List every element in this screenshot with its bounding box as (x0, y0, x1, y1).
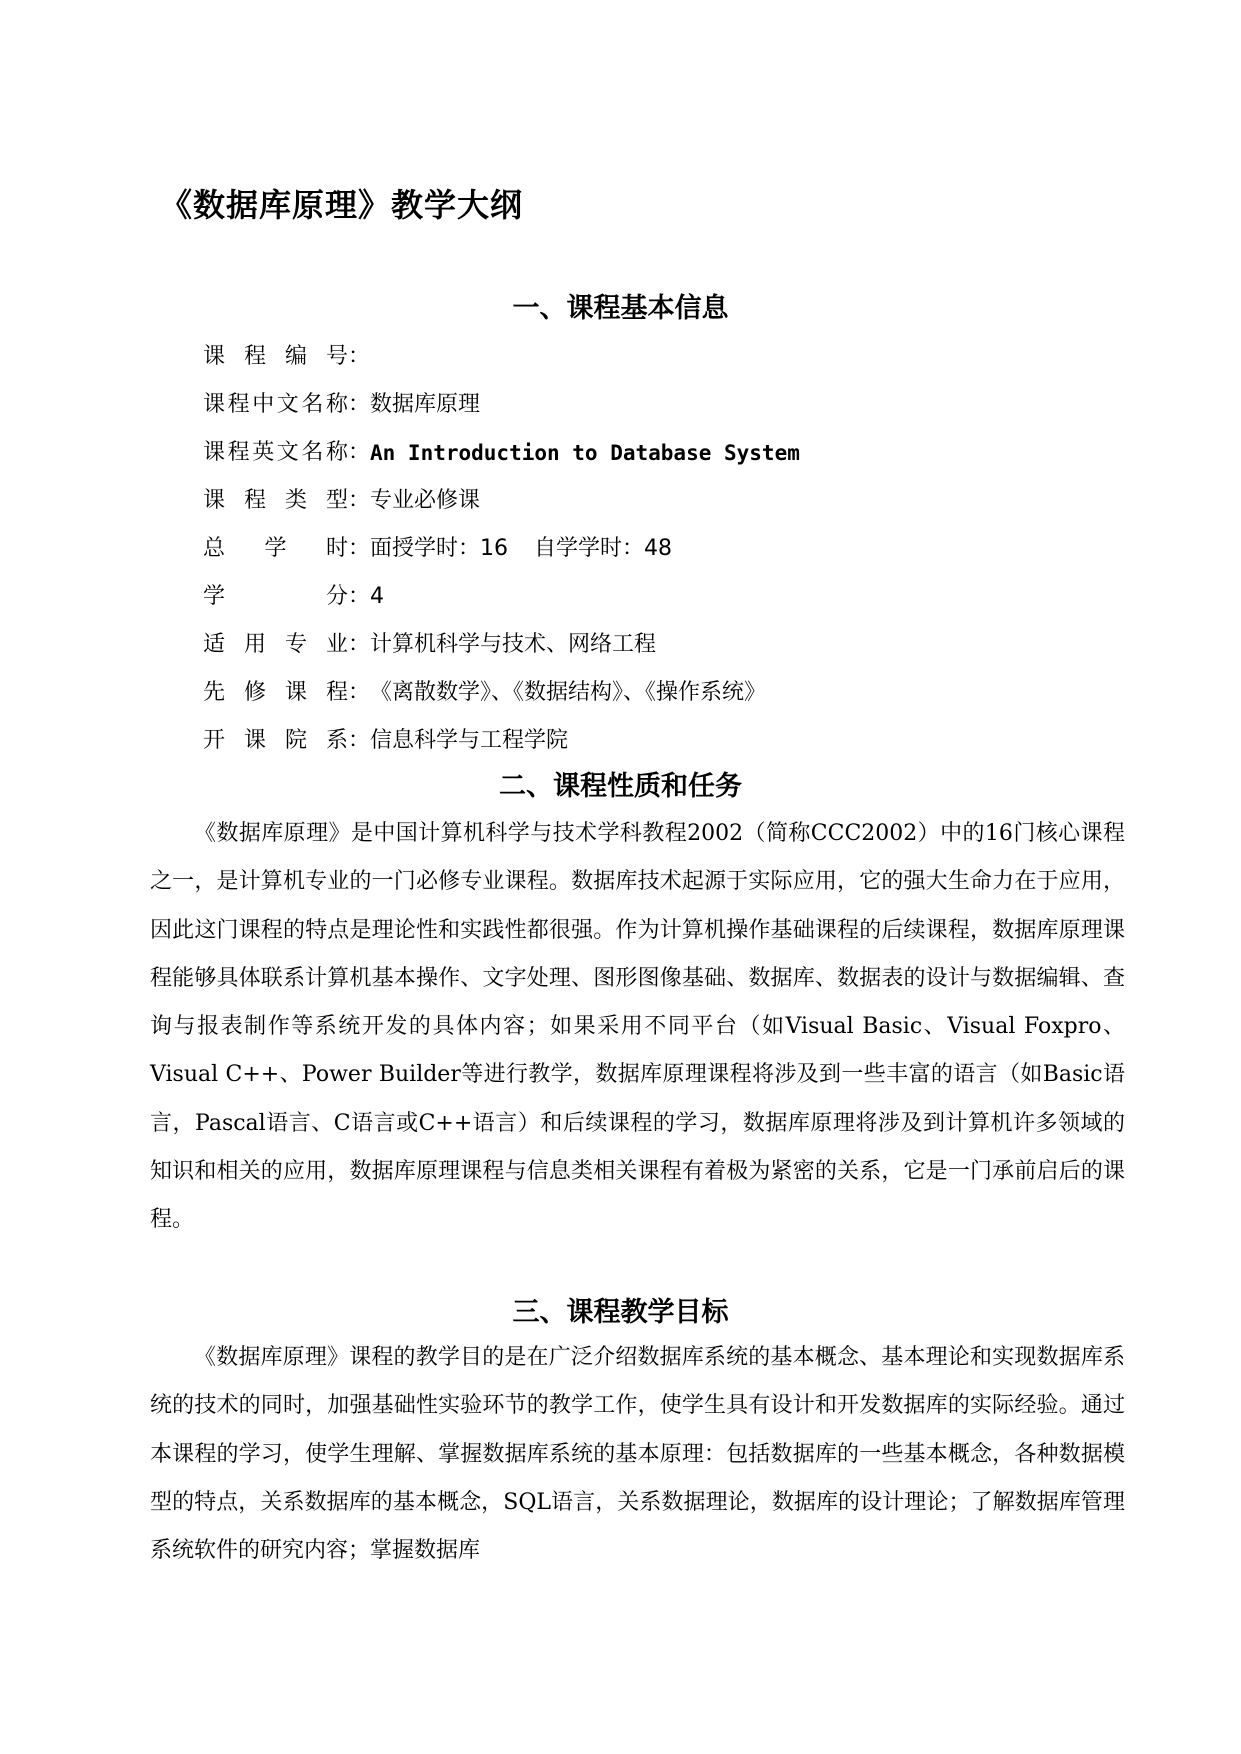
info-label: 学分 (203, 584, 348, 609)
section-heading-basic-info: 一、课程基本信息 (512, 293, 729, 324)
info-row-english-name (203, 436, 800, 470)
info-separator: ： (348, 440, 371, 465)
info-value: An Introduction to Database System (370, 441, 800, 465)
info-separator: ： (348, 632, 371, 657)
section-heading-teaching-objectives: 三、课程教学目标 (512, 1297, 729, 1328)
info-value: 4 (370, 584, 384, 609)
info-value: 计算机科学与技术、网络工程 (370, 632, 657, 657)
info-separator: ： (348, 728, 371, 753)
info-value-self-study-hours: 自学学时：48 (534, 536, 672, 561)
info-separator: ： (348, 488, 371, 513)
info-row-prerequisites (203, 676, 766, 710)
info-separator: ： (348, 344, 371, 369)
info-row-chinese-name (203, 388, 480, 422)
info-separator: ： (348, 536, 371, 561)
info-value: 专业必修课 (370, 488, 481, 513)
info-label: 先修课程 (203, 680, 348, 705)
info-value: 数据库原理 (370, 392, 481, 417)
info-label: 开课院系 (203, 728, 348, 753)
info-value-lecture-hours: 面授学时：16 (370, 536, 508, 561)
info-row-course-type (203, 484, 480, 518)
info-label: 总学时 (203, 536, 348, 561)
info-row-credits (203, 580, 384, 614)
info-label: 课程英文名称 (203, 440, 348, 465)
info-label: 课程类型 (203, 488, 348, 513)
paragraph-teaching-objectives: 《数据库原理》课程的教学目的是在广泛介绍数据库系统的基本概念、基本理论和实现数据库系统的技术的同时，加强基础性实验环节的教学工作，使学生具有设计和开发数据库的实际经验。通过本课程的学习，使学生理解、掌握数据库系统的基本原理：包括数据库的一些基本概念，各种数据模型的特点，关系数据库的基本概念，SQL语言，关系数据理论，数据库的设计理论；了解数据库管理系统软件的研究内容；掌握数据库 (150, 1345, 1125, 1564)
info-row-total-hours (203, 532, 672, 566)
info-row-course-code (203, 340, 370, 374)
info-row-applicable-majors (203, 628, 656, 662)
info-row-offering-department (203, 724, 568, 758)
paragraph-nature-and-tasks: 《数据库原理》是中国计算机科学与技术学科教程2002（简称CCC2002）中的16门核心课程之一，是计算机专业的一门必修专业课程。数据库技术起源于实际应用，它的强大生命力在于应用，因此这门课程的特点是理论性和实践性都很强。作为计算机操作基础课程的后续课程，数据库原理课程能够具体联系计算机基本操作、文字处理、图形图像基础、数据库、数据表的设计与数据编辑、查询与报表制作等系统开发的具体内容；如果采用不同平台（如Visual Basic、Visual Foxpro、Visual C++、Power Builder等进行教学，数据库原理课程将涉及到一些丰富的语言（如Basic语言，Pascal语言、C语言或C++语言）和后续课程的学习，数据库原理将涉及到计算机许多领域的知识和相关的应用，数据库原理课程与信息类相关课程有着极为紧密的关系，它是一门承前启后的课程。 (150, 821, 1125, 1233)
info-separator: ： (348, 584, 371, 609)
document-title: 《数据库原理》教学大纲 (160, 186, 524, 224)
info-value: 信息科学与工程学院 (370, 728, 569, 753)
section-heading-nature-and-tasks: 二、课程性质和任务 (499, 771, 742, 802)
info-separator: ： (348, 392, 371, 417)
info-separator: ： (348, 680, 371, 705)
info-label: 课程编号 (203, 344, 348, 369)
info-value: 《离散数学》、《数据结构》、《操作系统》 (370, 680, 767, 705)
info-label: 课程中文名称 (203, 392, 348, 417)
info-label: 适用专业 (203, 632, 348, 657)
